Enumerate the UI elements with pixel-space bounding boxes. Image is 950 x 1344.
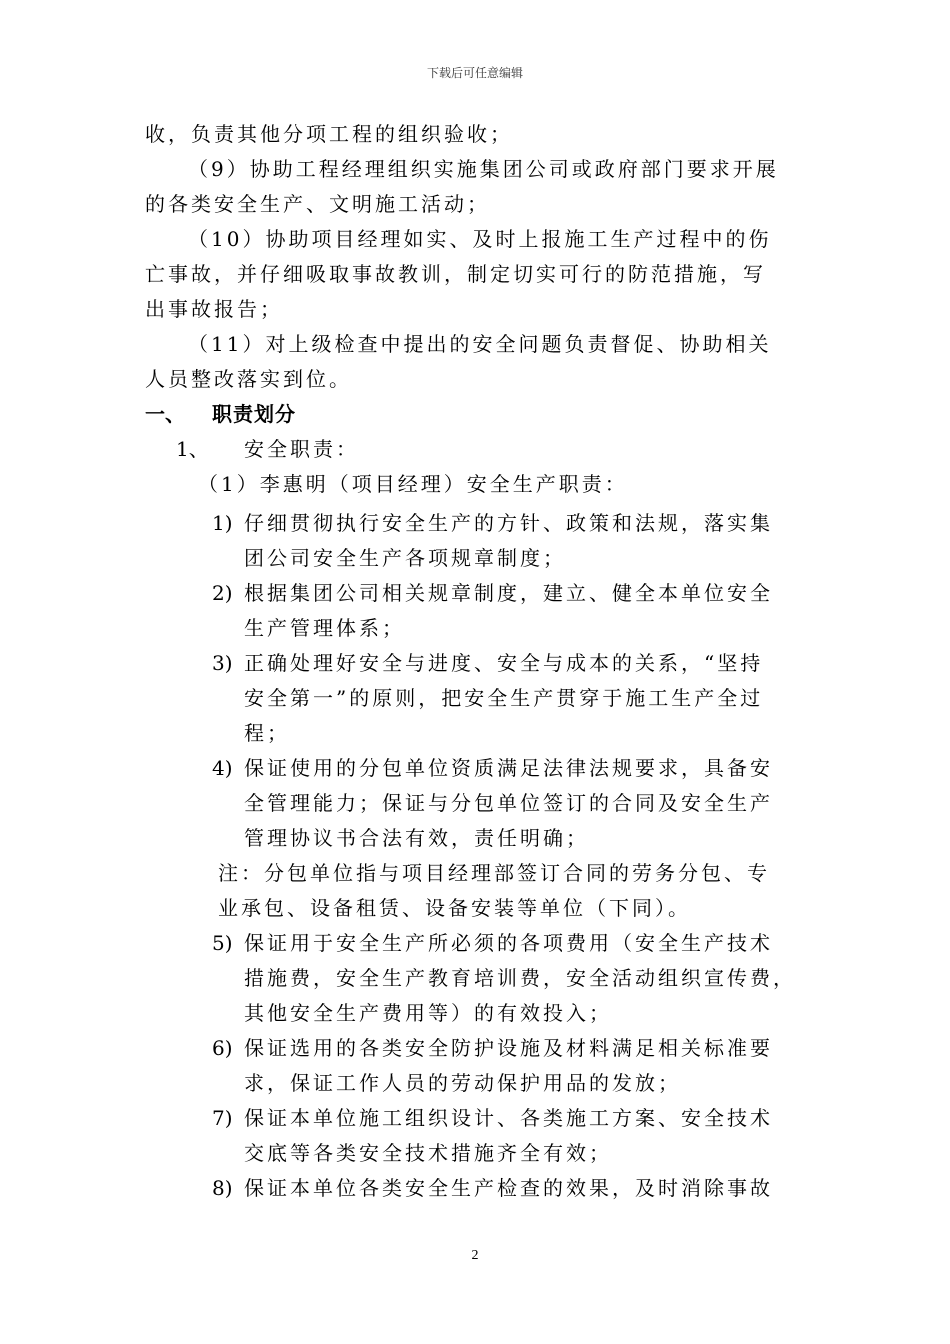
list-item-line: 仔细贯彻执行安全生产的方针、政策和法规，落实集 [244, 511, 773, 535]
paragraph-line: （9）协助工程经理组织实施集团公司或政府部门要求开展 [188, 157, 779, 181]
list-item-line: 保证本单位各类安全生产检查的效果，及时消除事故 [244, 1176, 773, 1200]
list-number: 5) [212, 931, 233, 955]
list-item-line: 交底等各类安全技术措施齐全有效； [244, 1141, 612, 1165]
paragraph-line: 出事故报告； [145, 297, 283, 321]
paragraph-line: 亡事故，并仔细吸取事故教训，制定切实可行的防范措施，写 [145, 262, 766, 286]
paragraph-line: 收，负责其他分项工程的组织验收； [145, 122, 513, 146]
subsection-number: 1、 [176, 437, 209, 461]
list-number: 4) [212, 756, 233, 780]
section-number: 一、 [145, 402, 185, 426]
note-line: 注：分包单位指与项目经理部签订合同的劳务分包、专 [218, 861, 770, 885]
list-item-line: 措施费，安全生产教育培训费，安全活动组织宣传费， [244, 966, 796, 990]
list-item-line: 安全第一”的原则，把安全生产贯穿于施工生产全过 [244, 686, 764, 710]
list-item-line: 管理协议书合法有效，责任明确； [244, 826, 589, 850]
list-item-line: 保证本单位施工组织设计、各类施工方案、安全技术 [244, 1106, 773, 1130]
list-item-line: 程； [244, 721, 290, 745]
list-item-line: 保证选用的各类安全防护设施及材料满足相关标准要 [244, 1036, 773, 1060]
list-item-line: 求，保证工作人员的劳动保护用品的发放； [244, 1071, 681, 1095]
list-number: 3) [212, 651, 233, 675]
list-number: 2) [212, 581, 233, 605]
page-header: 下载后可任意编辑 [426, 66, 523, 80]
list-item-line: 根据集团公司相关规章制度，建立、健全本单位安全 [244, 581, 773, 605]
list-item-line: 生产管理体系； [244, 616, 405, 640]
list-number: 8) [212, 1176, 233, 1200]
paragraph-line: 的各类安全生产、文明施工活动； [145, 192, 490, 216]
note-line: 业承包、设备租赁、设备安装等单位（下同）。 [218, 896, 691, 920]
list-number: 7) [212, 1106, 233, 1130]
list-number: 6) [212, 1036, 233, 1060]
role-heading: （1）李惠明（项目经理）安全生产职责： [198, 472, 628, 496]
subsection-title: 安全职责： [244, 437, 359, 461]
paragraph-line: 人员整改落实到位。 [145, 367, 352, 391]
list-item-line: 全管理能力；保证与分包单位签订的合同及安全生产 [244, 791, 773, 815]
list-item-line: 保证用于安全生产所必须的各项费用（安全生产技术 [244, 931, 773, 955]
list-item-line: 保证使用的分包单位资质满足法律法规要求，具备安 [244, 756, 773, 780]
page-number: 2 [471, 1248, 479, 1263]
list-item-line: 其他安全生产费用等）的有效投入； [244, 1001, 612, 1025]
paragraph-line: （10）协助项目经理如实、及时上报施工生产过程中的伤 [188, 227, 772, 251]
list-number: 1) [212, 511, 233, 535]
list-item-line: 正确处理好安全与进度、安全与成本的关系，“坚持 [244, 651, 764, 675]
list-item-line: 团公司安全生产各项规章制度； [244, 546, 566, 570]
paragraph-line: （11）对上级检查中提出的安全问题负责督促、协助相关 [188, 332, 772, 356]
section-title: 职责划分 [212, 402, 296, 426]
